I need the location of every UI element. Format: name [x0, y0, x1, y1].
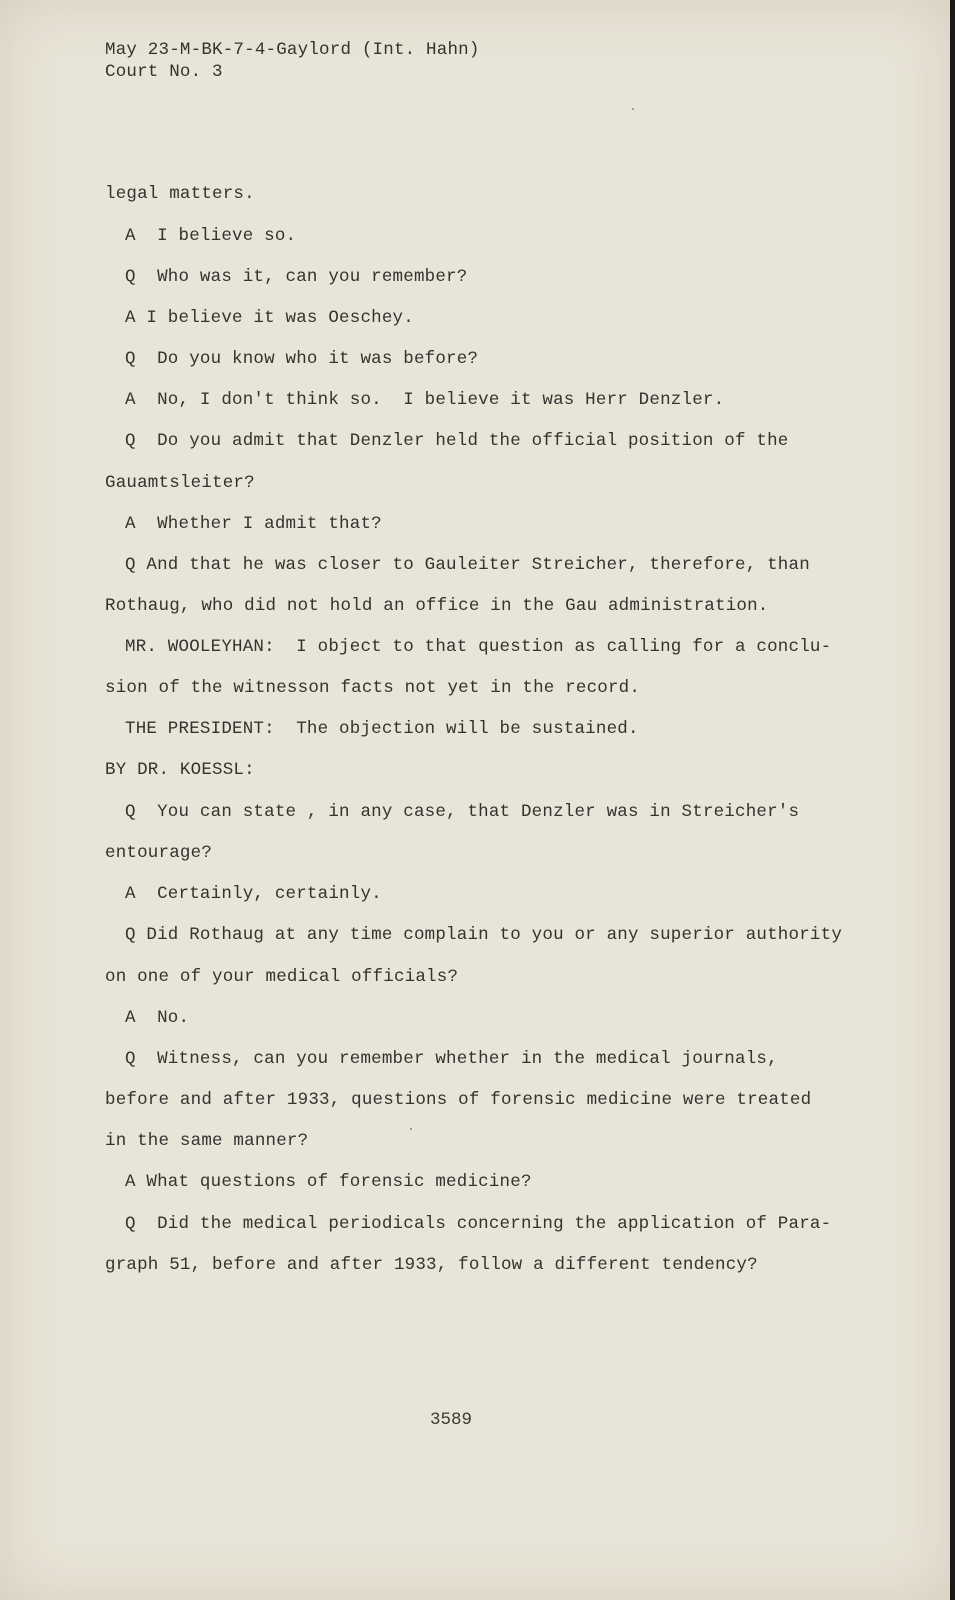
transcript-line: A Certainly, certainly. — [125, 884, 382, 904]
transcript-line: Q You can state , in any case, that Denzler was in Streicher's — [125, 802, 800, 822]
transcript-line: A No. — [125, 1008, 190, 1028]
transcript-line: graph 51, before and after 1933, follow a different tendency? — [105, 1255, 758, 1275]
page-number: 3589 — [430, 1410, 473, 1430]
transcript-line: BY DR. KOESSL: — [105, 760, 255, 780]
paper-speck — [410, 1128, 412, 1130]
transcript-line: THE PRESIDENT: The objection will be sustained. — [125, 719, 639, 739]
transcript-line: Rothaug, who did not hold an office in the Gau administration. — [105, 596, 769, 616]
transcript-line: entourage? — [105, 843, 213, 863]
transcript-line: Q Did the medical periodicals concerning the application of Para- — [125, 1214, 832, 1234]
transcript-line: Q Who was it, can you remember? — [125, 267, 468, 287]
transcript-line: A No, I don't think so. I believe it was Herr Denzler. — [125, 390, 725, 410]
header-court-line: Court No. 3 — [105, 62, 223, 82]
transcript-line: MR. WOOLEYHAN: I object to that question as calling for a conclu- — [125, 637, 832, 657]
transcript-line: Q And that he was closer to Gauleiter Streicher, therefore, than — [125, 555, 810, 575]
transcript-line: sion of the witnesson facts not yet in the record. — [105, 678, 641, 698]
transcript-line: Q Witness, can you remember whether in the medical journals, — [125, 1049, 778, 1069]
header-session-line: May 23-M-BK-7-4-Gaylord (Int. Hahn) — [105, 40, 480, 60]
transcript-line: legal matters. — [105, 184, 255, 204]
transcript-line: before and after 1933, questions of forensic medicine were treated — [105, 1090, 812, 1110]
transcript-line: Q Do you know who it was before? — [125, 349, 479, 369]
transcript-line: Gauamtsleiter? — [105, 473, 255, 493]
transcript-line: A What questions of forensic medicine? — [125, 1172, 532, 1192]
transcript-line: in the same manner? — [105, 1131, 309, 1151]
scan-edge — [950, 0, 955, 1600]
transcript-line: Q Did Rothaug at any time complain to you or any superior authority — [125, 925, 843, 945]
transcript-line: A I believe so. — [125, 226, 297, 246]
transcript-line: Q Do you admit that Denzler held the official position of the — [125, 431, 789, 451]
transcript-line: A Whether I admit that? — [125, 514, 382, 534]
paper-speck — [632, 108, 634, 110]
transcript-line: A I believe it was Oeschey. — [125, 308, 414, 328]
transcript-line: on one of your medical officials? — [105, 967, 459, 987]
